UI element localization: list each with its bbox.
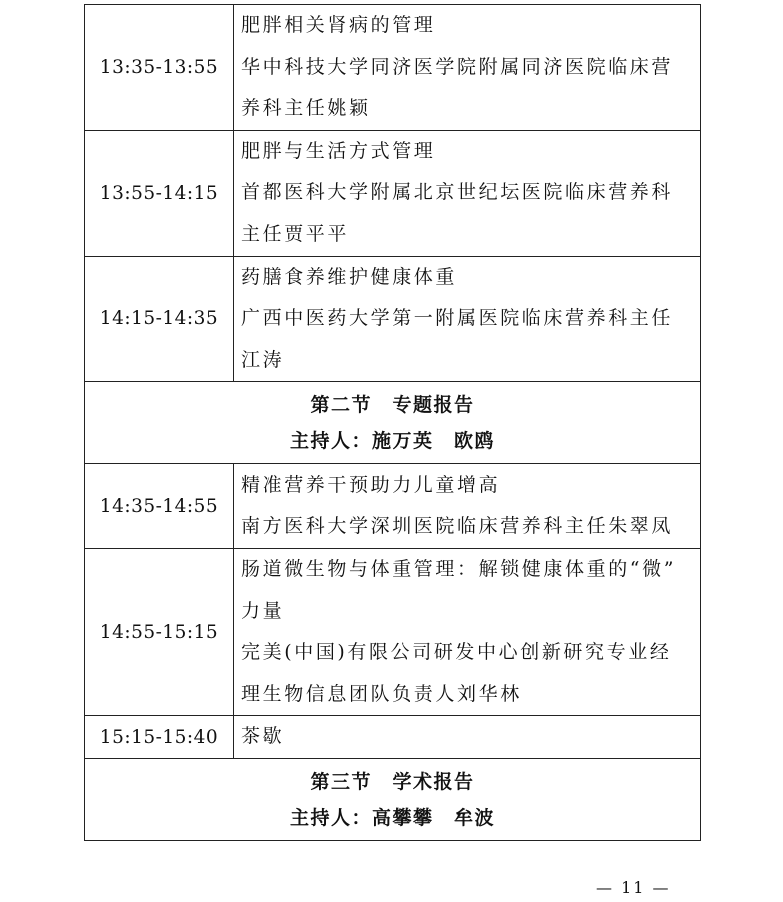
section-header bbox=[85, 759, 701, 841]
section-title: 第二节 专题报告 bbox=[310, 393, 475, 416]
time-cell: 14:15-14:35 bbox=[85, 256, 234, 382]
section-header bbox=[85, 382, 701, 464]
section-row bbox=[85, 382, 701, 464]
talk-title: 肠道微生物与体重管理：解锁健康体重的“微” bbox=[241, 558, 677, 580]
speaker-line: 完美(中国)有限公司研发中心创新研究专业经 bbox=[241, 641, 672, 663]
time-cell: 13:35-13:55 bbox=[85, 5, 234, 131]
talk-title: 力量 bbox=[241, 599, 285, 622]
speaker-line: 理生物信息团队负责人刘华林 bbox=[241, 682, 522, 705]
content-cell bbox=[234, 130, 701, 256]
table-row bbox=[85, 549, 701, 716]
talk-title: 精准营养干预助力儿童增高 bbox=[241, 473, 501, 496]
page-number: — 11 — bbox=[596, 878, 671, 897]
content-cell bbox=[234, 716, 701, 759]
section-row bbox=[85, 759, 701, 841]
content-cell bbox=[234, 549, 701, 716]
time-cell: 13:55-14:15 bbox=[85, 130, 234, 256]
section-host: 主持人：施万英 欧鸥 bbox=[289, 429, 495, 452]
table-row bbox=[85, 716, 701, 759]
section-host: 主持人：高攀攀 牟波 bbox=[289, 806, 495, 829]
content-cell bbox=[234, 256, 701, 382]
content-cell bbox=[234, 5, 701, 131]
talk-title: 药膳食养维护健康体重 bbox=[241, 265, 458, 288]
speaker-line: 广西中医药大学第一附属医院临床营养科主任 bbox=[241, 307, 674, 329]
table-row bbox=[85, 130, 701, 256]
speaker-line: 江涛 bbox=[241, 348, 285, 371]
section-title: 第三节 学术报告 bbox=[310, 770, 475, 793]
time-cell: 15:15-15:40 bbox=[85, 716, 234, 759]
table-row bbox=[85, 464, 701, 549]
speaker-line: 南方医科大学深圳医院临床营养科主任朱翠凤 bbox=[241, 515, 674, 537]
time-cell: 14:35-14:55 bbox=[85, 464, 234, 549]
table-row bbox=[85, 5, 701, 131]
speaker-line: 华中科技大学同济医学院附属同济医院临床营 bbox=[241, 55, 674, 78]
time-cell: 14:55-15:15 bbox=[85, 549, 234, 716]
table-row bbox=[85, 256, 701, 382]
speaker-line: 主任贾平平 bbox=[241, 222, 350, 245]
talk-title: 茶歇 bbox=[241, 725, 285, 748]
talk-title: 肥胖与生活方式管理 bbox=[241, 139, 436, 162]
speaker-line: 养科主任姚颖 bbox=[241, 97, 371, 119]
schedule-table bbox=[84, 4, 701, 841]
talk-title: 肥胖相关肾病的管理 bbox=[241, 14, 436, 36]
content-cell bbox=[234, 464, 701, 549]
speaker-line: 首都医科大学附属北京世纪坛医院临床营养科 bbox=[241, 181, 674, 204]
